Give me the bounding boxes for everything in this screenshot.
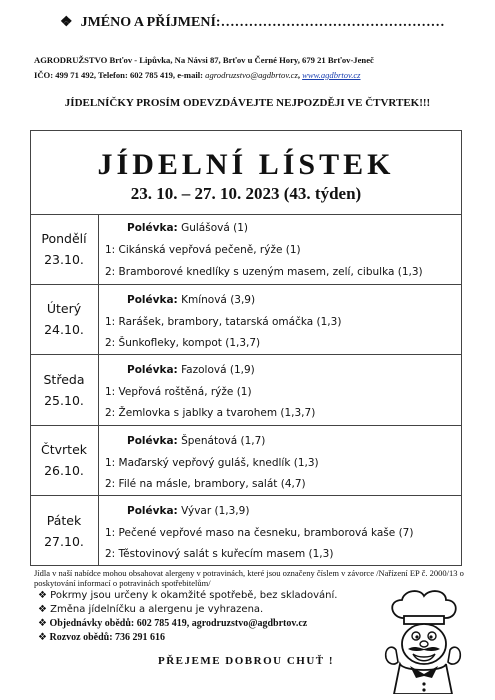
day-row-wednesday <box>30 369 98 411</box>
day-name: Úterý <box>46 301 82 316</box>
menu-title: JÍDELNÍ LÍSTEK <box>97 148 395 181</box>
contact-prefix: IČO: 499 71 492, Telefon: 602 785 419, e-mail: <box>34 70 206 80</box>
diamond-bullet-icon: ❖ <box>38 604 51 615</box>
chef-illustration-icon <box>380 588 466 694</box>
delivery-contact: ❖ Rozvoz obědů: 736 291 616 <box>38 632 166 643</box>
info-bullet: ❖ Pokrmy jsou určeny k okamžité spotřebě, bez skladování. <box>38 590 338 601</box>
meal-option-2: 2: Bramborové knedlíky s uzeným masem, zelí, cibulka (1,3) <box>105 266 423 278</box>
allergen-note: Jídla v naší nabídce mohou obsahovat alergeny v potravinách, které jsou označeny číslem v závorce /Nařízení EP č. 2000/13 o poskytování informací o potravinách spotřebitelům/ <box>34 568 464 588</box>
soup-item: Polévka: Fazolová (1,9) <box>127 364 255 376</box>
day-name: Středa <box>43 372 85 387</box>
info-bullet: ❖ Změna jídelníčku a alergenu je vyhrazena. <box>38 604 264 615</box>
meal-option-1: 1: Pečené vepřové maso na česneku, bramborová kaše (7) <box>105 527 414 539</box>
day-row-tuesday <box>30 298 98 340</box>
name-label: JMÉNO A PŘÍJMENÍ:………………………………………… <box>80 15 445 30</box>
day-name: Pátek <box>46 513 82 528</box>
meal-option-1: 1: Vepřová roštěná, rýže (1) <box>105 386 252 398</box>
diamond-bullet-icon: ❖ <box>38 590 51 601</box>
closing-wish: PŘEJEME DOBROU CHUŤ ! <box>158 655 335 667</box>
meal-option-2: 2: Filé na másle, brambory, salát (4,7) <box>105 478 306 490</box>
day-date: 25.10. <box>44 393 84 408</box>
name-field-line <box>60 14 445 31</box>
diamond-bullet-icon: ❖ <box>60 15 73 30</box>
company-contact: IČO: 499 71 492, Telefon: 602 785 419, e-mail: agrodruzstvo@agdbrtov.cz, www.agdbrtov.cz <box>34 70 361 80</box>
contact-email: agrodruzstvo@agdbrtov.cz <box>205 70 298 80</box>
divider <box>30 425 462 426</box>
divider <box>30 495 462 496</box>
day-date: 27.10. <box>44 534 84 549</box>
divider <box>30 214 462 215</box>
website-link[interactable]: www.agdbrtov.cz <box>302 70 361 80</box>
column-divider <box>98 214 99 566</box>
day-row-monday <box>30 228 98 270</box>
day-name: Pondělí <box>41 231 87 246</box>
soup-item: Polévka: Špenátová (1,7) <box>127 435 266 447</box>
soup-item: Polévka: Gulášová (1) <box>127 222 248 234</box>
day-date: 24.10. <box>44 322 84 337</box>
meal-option-2: 2: Těstovinový salát s kuřecím masem (1,3) <box>105 548 334 560</box>
day-date: 23.10. <box>44 252 84 267</box>
meal-option-1: 1: Maďarský vepřový guláš, knedlík (1,3) <box>105 457 319 469</box>
menu-week-dates: 23. 10. – 27. 10. 2023 (43. týden) <box>130 184 362 203</box>
day-date: 26.10. <box>44 463 84 478</box>
divider <box>30 284 462 285</box>
meal-option-2: 2: Žemlovka s jablky a tvarohem (1,3,7) <box>105 407 316 419</box>
day-name: Čtvrtek <box>41 442 87 457</box>
diamond-bullet-icon: ❖ <box>38 618 50 629</box>
divider <box>30 354 462 355</box>
diamond-bullet-icon: ❖ <box>38 632 50 643</box>
soup-item: Polévka: Vývar (1,3,9) <box>127 505 250 517</box>
meal-option-2: 2: Šunkofleky, kompot (1,3,7) <box>105 337 261 349</box>
order-contact: ❖ Objednávky obědů: 602 785 419, agrodruzstvo@agdbrtov.cz <box>38 618 308 629</box>
day-row-thursday <box>30 439 98 481</box>
soup-item: Polévka: Kmínová (3,9) <box>127 294 256 306</box>
submission-notice: JÍDELNÍČKY PROSÍM ODEVZDÁVEJTE NEJPOZDĚJI VE ČTVRTEK!!! <box>64 97 431 109</box>
meal-option-1: 1: Cikánská vepřová pečeně, rýže (1) <box>105 244 301 256</box>
day-row-friday <box>30 510 98 552</box>
company-address: AGRODRUŽSTVO Brťov - Lipůvka, Na Návsi 87, Brťov u Černé Hory, 679 21 Brťov-Jeneč <box>34 55 374 65</box>
meal-option-1: 1: Rarášek, brambory, tatarská omáčka (1,3) <box>105 316 342 328</box>
